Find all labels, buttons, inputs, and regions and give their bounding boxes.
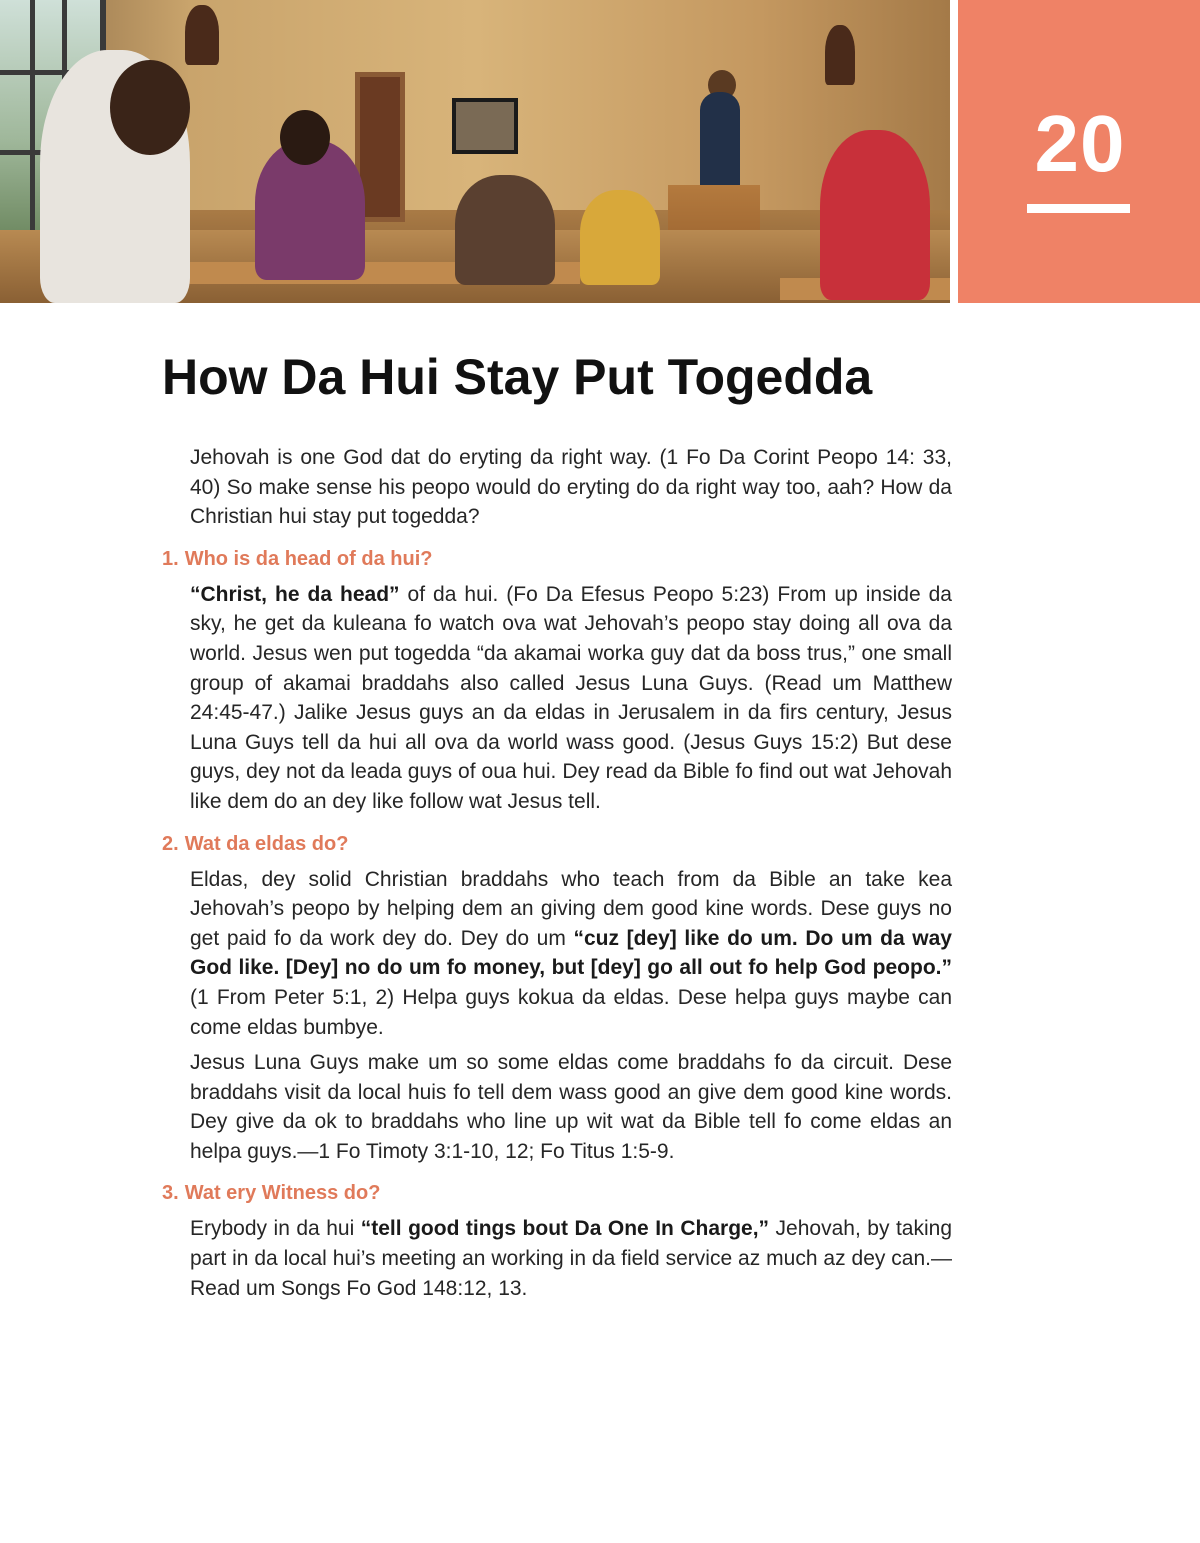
header-photo — [0, 0, 950, 303]
photo-person-head — [280, 110, 330, 165]
lesson-number-underline — [1027, 204, 1130, 213]
photo-raised-hand — [825, 25, 855, 85]
section-question: Wat da eldas do? — [184, 832, 349, 855]
section-heading-1 — [162, 546, 952, 572]
paragraph-text: (1 From Peter 5:1, 2) Helpa guys kokua da eldas. Dese helpa guys maybe can come eldas bumbye. — [190, 985, 952, 1039]
photo-screen — [452, 98, 518, 154]
photo-person — [580, 190, 660, 285]
section-number: 2. — [162, 832, 179, 855]
lesson-body — [162, 443, 952, 1303]
section-heading-2 — [162, 831, 952, 857]
bold-quote: “Christ, he da head” — [190, 582, 400, 606]
section-number: 1. — [162, 547, 179, 570]
section-question: Wat ery Witness do? — [184, 1182, 381, 1205]
intro-paragraph: Jehovah is one God dat do eryting da right way. (1 Fo Da Corint Peopo 14: 33, 40) So make sense his peopo would do eryting do da right way too, aah? How da Christian hui stay put togedda? — [190, 446, 952, 529]
section-number: 3. — [162, 1182, 179, 1205]
paragraph-text: Jehovah, by taking part in da local hui’s meeting an working in da field service az much az dey can.—Read um Songs Fo God 148:12, 13. — [190, 1217, 952, 1300]
bold-quote: “cuz [dey] like do um. Do um da way God like. [Dey] no do um fo money, but [dey] go all out fo help God peopo.” — [190, 926, 952, 980]
bold-quote: “tell good tings bout Da One In Charge,” — [360, 1217, 770, 1241]
section-3-paragraph — [190, 1214, 952, 1303]
section-1-paragraph — [190, 580, 952, 817]
lesson-number: 20 — [1034, 99, 1126, 188]
paragraph-text: Eldas, dey solid Christian braddahs who teach from da Bible an take kea Jehovah’s peopo by helping dem an giving dem good kine words. Dese guys no get paid fo da work dey do. Dey do um — [190, 867, 952, 950]
page-title: How Da Hui Stay Put Togedda — [162, 349, 873, 405]
photo-raised-hand — [185, 5, 219, 65]
section-question: Who is da head of da hui? — [184, 547, 433, 570]
photo-person — [455, 175, 555, 285]
section-heading-3 — [162, 1180, 952, 1206]
photo-person — [820, 130, 930, 300]
photo-person-head — [110, 60, 190, 155]
section-2-paragraph-1 — [190, 865, 952, 1043]
paragraph-text: of da hui. (Fo Da Efesus Peopo 5:23) From up inside da sky, he get da kuleana fo watch ova wat Jehovah’s peopo stay doing all ova da world. Jesus wen put togedda “da akamai worka guy dat da boss trus,” one small group of akamai braddahs also called Jesus Luna Guys. (Read um Matthew 24:45-47.) Jalike Jesus guys an da eldas in Jerusalem in da firs century, Jesus Luna Guys tell da hui all ova da world wass good. (Jesus Guys 15:2) But dese guys, dey not da leada guys of oua hui. Dey read da Bible fo find out wat Jehovah like dem do an dey like follow wat Jesus tell. — [190, 582, 952, 813]
section-2-paragraph-2: Jesus Luna Guys make um so some eldas come braddahs fo da circuit. Dese braddahs visit da local huis fo tell dem wass good an give dem good kine words. Dey give da ok to braddahs who line up wit wat da Bible tell fo come eldas an helpa guys.—1 Fo Timoty 3:1-10, 12; Fo Titus 1:5-9. — [190, 1051, 952, 1163]
photo-speaker — [700, 92, 740, 192]
paragraph-text: Erybody in da hui — [190, 1217, 361, 1241]
